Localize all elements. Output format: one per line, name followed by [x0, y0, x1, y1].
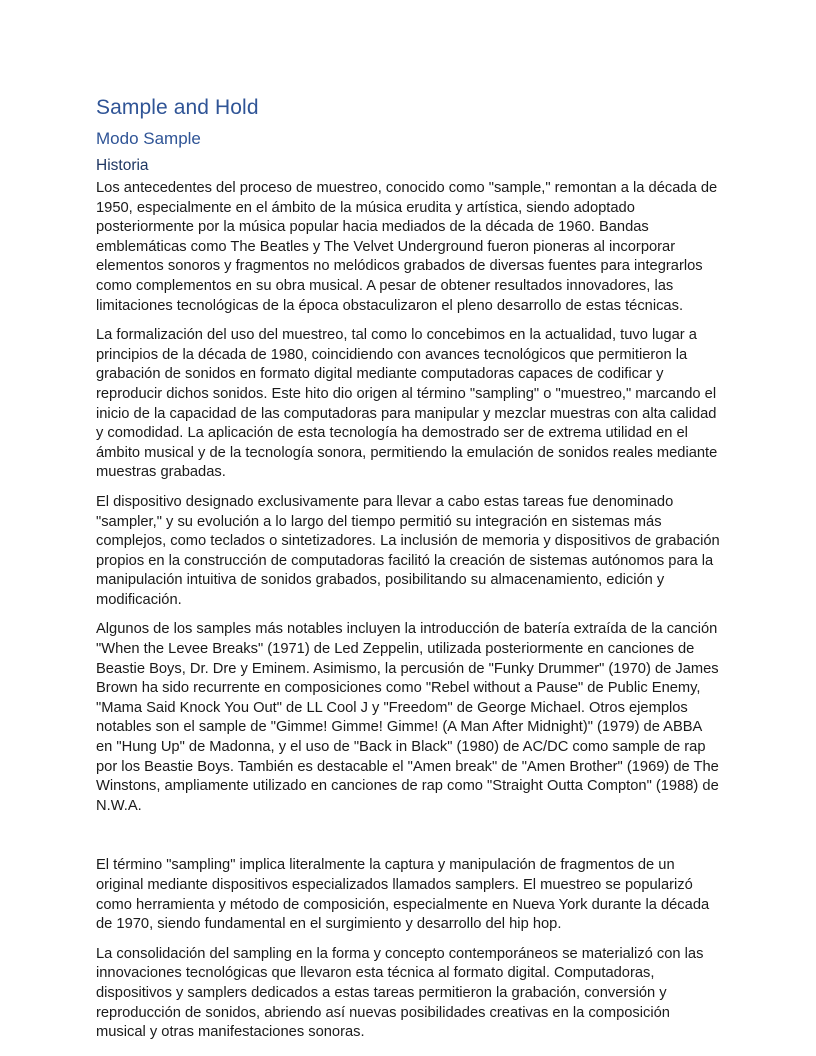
paragraph-samples-notables: Algunos de los samples más notables incluyen la introducción de batería extraída de la canción "When the Levee Breaks" (1971) de Led Zeppelin, utilizada posteriormente en canciones de Beastie Boys, Dr. Dre y Eminem. Asimismo, la percusión de "Funky Drummer" (1970) de James Brown ha sido recurrente en composiciones como "Rebel without a Pause" de Public Enemy, "Mama Said Knock You Out" de LL Cool J y "Freedom" de George Michael. Otros ejemplos notables son el sample de "Gimme! Gimme! Gimme! (A Man After Midnight)" (1979) de ABBA en "Hung Up" de Madonna, y el uso de "Back in Black" (1980) de AC/DC como sample de rap por los Beastie Boys. También es destacable el "Amen break" de "Amen Brother" (1969) de The Winstons, ampliamente utilizado en canciones de rap como "Straight Outta Compton" (1988) de N.W.A. [96, 621, 719, 814]
paragraph-formalizacion: La formalización del uso del muestreo, tal como lo concebimos en la actualidad, tuvo lugar a principios de la década de 1980, coincidiendo con avances tecnológicos que permitieron la grabación de sonidos en formato digital mediante computadoras capaces de codificar y reproducir dichos sonidos. Este hito dio origen al término "sampling" o "muestreo," marcando el inicio de la capacidad de las computadoras para manipular y mezclar muestras con alta calidad y comodidad. La aplicación de esta tecnología ha demostrado ser de extrema utilidad en el ámbito musical y de la tecnología sonora, permitiendo la emulación de sonidos reales mediante muestras grabadas. [96, 327, 718, 481]
blank-line [96, 826, 720, 856]
document-title: Sample and Hold [96, 96, 259, 119]
paragraph-antecedentes: Los antecedentes del proceso de muestreo, conocido como "sample," remontan a la década de 1950, especialmente en el ámbito de la música erudita y artística, siendo adoptado posteriormente por la música popular hacia mediados de la década de 1960. Bandas emblemáticas como The Beatles y The Velvet Underground fueron pioneras al incorporar elementos sonoros y fragmentos no melódicos grabados de diversas fuentes para integrarlos como complementos en su obra musical. A pesar de obtener resultados innovadores, las limitaciones tecnológicas de la época obstaculizaron el pleno desarrollo de estas técnicas. [96, 180, 718, 314]
document-subtitle: Modo Sample [96, 129, 201, 148]
paragraph-dispositivo-sampler: El dispositivo designado exclusivamente para llevar a cabo estas tareas fue denominado "sampler," y su evolución a lo largo del tiempo permitió su integración en sistemas más complejos, como teclados o sintetizadores. La inclusión de memoria y dispositivos de grabación propios en la construcción de computadoras facilitó la creación de sistemas autónomos para la manipulación intuitiva de sonidos grabados, posibilitando su almacenamiento, edición y modificación. [96, 493, 720, 608]
paragraph-termino-sampling: El término "sampling" implica literalmente la captura y manipulación de fragmentos de un original mediante dispositivos especializados llamados samplers. El muestreo se popularizó como herramienta y método de composición, especialmente en Nueva York durante la década de 1970, siendo fundamental en el surgimiento y desarrollo del hip hop. [96, 857, 710, 933]
section-heading-historia: Historia [96, 157, 149, 174]
paragraph-consolidacion: La consolidación del sampling en la forma y concepto contemporáneos se materializó con las innovaciones tecnológicas que llevaron esta técnica al formato digital. Computadoras, dispositivos y samplers dedicados a estas tareas permitieron la grabación, conversión y reproducción de sonidos, abriendo así nuevas posibilidades creativas en la composición musical y otras manifestaciones sonoras. [96, 945, 704, 1041]
